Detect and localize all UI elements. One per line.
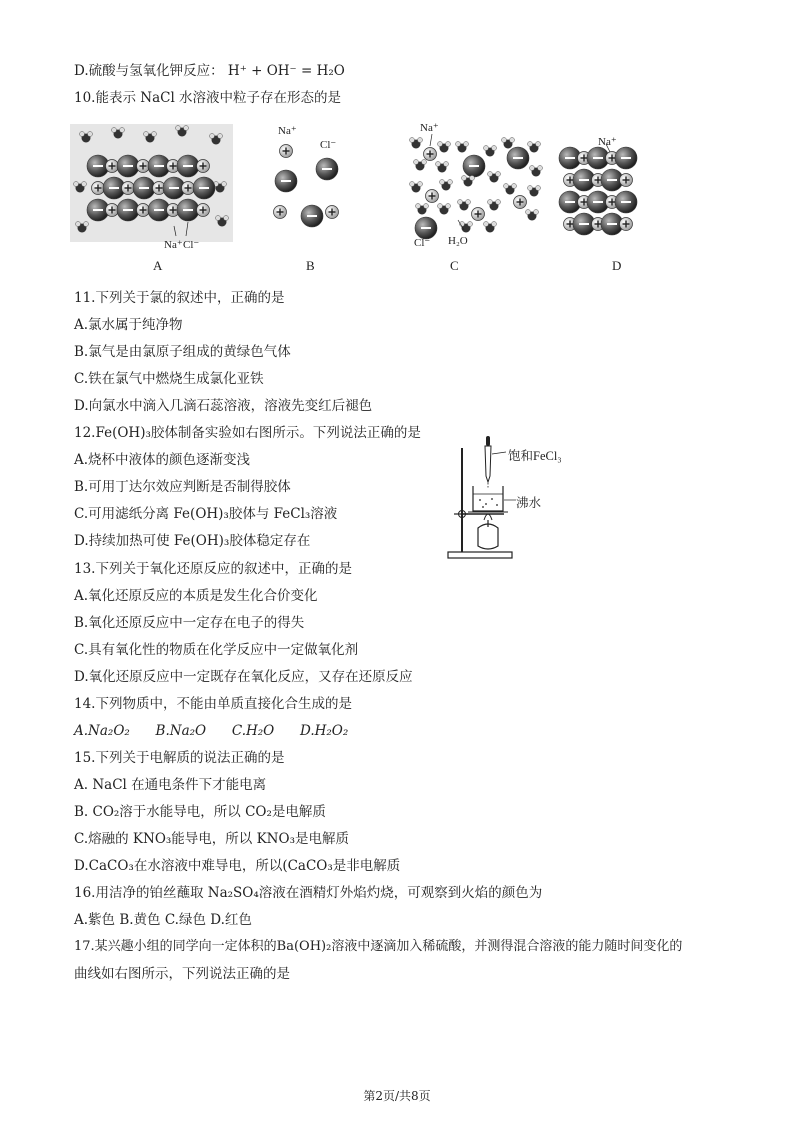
- q10-b-cl-label: Cl⁻: [320, 139, 337, 151]
- q15-option-c: C.熔融的 KNO₃能导电，所以 KNO₃是电解质: [74, 831, 349, 847]
- q11-option-d: D.向氯水中滴入几滴石蕊溶液，溶液先变红后褪色: [74, 398, 373, 414]
- q10-c-h2o-label: H₂O: [448, 235, 468, 247]
- q10-a-cl-label: Cl⁻: [183, 239, 200, 251]
- q14-options: A.Na₂O₂ B.Na₂O C.H₂O D.H₂O₂: [74, 723, 349, 739]
- q12-stem: 12.Fe(OH)₃胶体制备实验如右图所示。下列说法正确的是: [74, 425, 421, 441]
- q15-option-a: A. NaCl 在通电条件下才能电离: [74, 777, 267, 793]
- q11-option-c: C.铁在氯气中燃烧生成氯化亚铁: [74, 371, 264, 387]
- q10-c-na-label: Na⁺: [420, 122, 439, 134]
- q12-option-c: C.可用滤纸分离 Fe(OH)₃胶体与 FeCl₃溶液: [74, 506, 338, 522]
- q12-water-label: 沸水: [516, 496, 542, 510]
- q10-label-c: C: [450, 258, 459, 273]
- q10-option-d-diagram: [559, 144, 637, 235]
- q12-option-d: D.持续加热可使 Fe(OH)₃胶体稳定存在: [74, 533, 311, 549]
- page-footer: 第2页/共8页: [363, 1089, 431, 1103]
- q10-stem: 10.能表示 NaCl 水溶液中粒子存在形态的是: [74, 90, 342, 106]
- q14-stem: 14.下列物质中，不能由单质直接化合生成的是: [74, 696, 352, 712]
- q10-label-d: D: [612, 258, 622, 273]
- q12-option-a: A.烧杯中液体的颜色逐渐变浅: [74, 452, 251, 468]
- q10-label-b: B: [306, 258, 315, 273]
- q11-stem: 11.下列关于氯的叙述中，正确的是: [74, 290, 285, 306]
- q10-label-a: A: [153, 258, 163, 273]
- q13-option-b: B.氧化还原反应中一定存在电子的得失: [74, 615, 305, 631]
- q10-b-na-label: Na⁺: [278, 125, 297, 137]
- q13-stem: 13.下列关于氧化还原反应的叙述中，正确的是: [74, 561, 352, 577]
- q11-option-b: B.氯气是由氯原子组成的黄绿色气体: [74, 344, 291, 360]
- q15-option-d: D.CaCO₃在水溶液中难导电，所以(CaCO₃是非电解质: [74, 858, 401, 874]
- q10-option-a-diagram: [70, 124, 233, 242]
- q12-fecl3-label: 饱和FeCl₃: [508, 449, 562, 463]
- q10-figure: [70, 118, 650, 278]
- q15-option-b: B. CO₂溶于水能导电，所以 CO₂是电解质: [74, 804, 326, 820]
- q12-option-b: B.可用丁达尔效应判断是否制得胶体: [74, 479, 291, 495]
- q16-options: A.紫色 B.黄色 C.绿色 D.红色: [74, 912, 252, 928]
- q10-option-c-diagram: [410, 134, 543, 239]
- q10-d-na-label: Na⁺: [598, 136, 617, 148]
- q9-option-d: D.硫酸与氢氧化钾反应： H⁺ + OH⁻ = H₂O: [74, 63, 345, 79]
- q11-option-a: A.氯水属于纯净物: [74, 317, 183, 333]
- q10-a-na-label: Na⁺: [164, 239, 183, 251]
- q10-option-b-diagram: [274, 145, 339, 228]
- q15-stem: 15.下列关于电解质的说法正确的是: [74, 750, 285, 766]
- q10-c-cl-label: Cl⁻: [414, 237, 431, 249]
- q17-stem-line1: 17.某兴趣小组的同学向一定体积的Ba(OH)₂溶液中逐滴加入稀硫酸，并测得混合溶液的能力随时间变化的: [74, 939, 683, 954]
- q16-stem: 16.用洁净的铂丝蘸取 Na₂SO₄溶液在酒精灯外焰灼烧，可观察到火焰的颜色为: [74, 885, 543, 901]
- q17-stem-line2: 曲线如右图所示，下列说法正确的是: [74, 966, 290, 982]
- q13-option-c: C.具有氧化性的物质在化学反应中一定做氧化剂: [74, 642, 359, 658]
- q13-option-a: A.氧化还原反应的本质是发生化合价变化: [74, 588, 318, 604]
- q13-option-d: D.氧化还原反应中一定既存在氧化反应，又存在还原反应: [74, 669, 413, 685]
